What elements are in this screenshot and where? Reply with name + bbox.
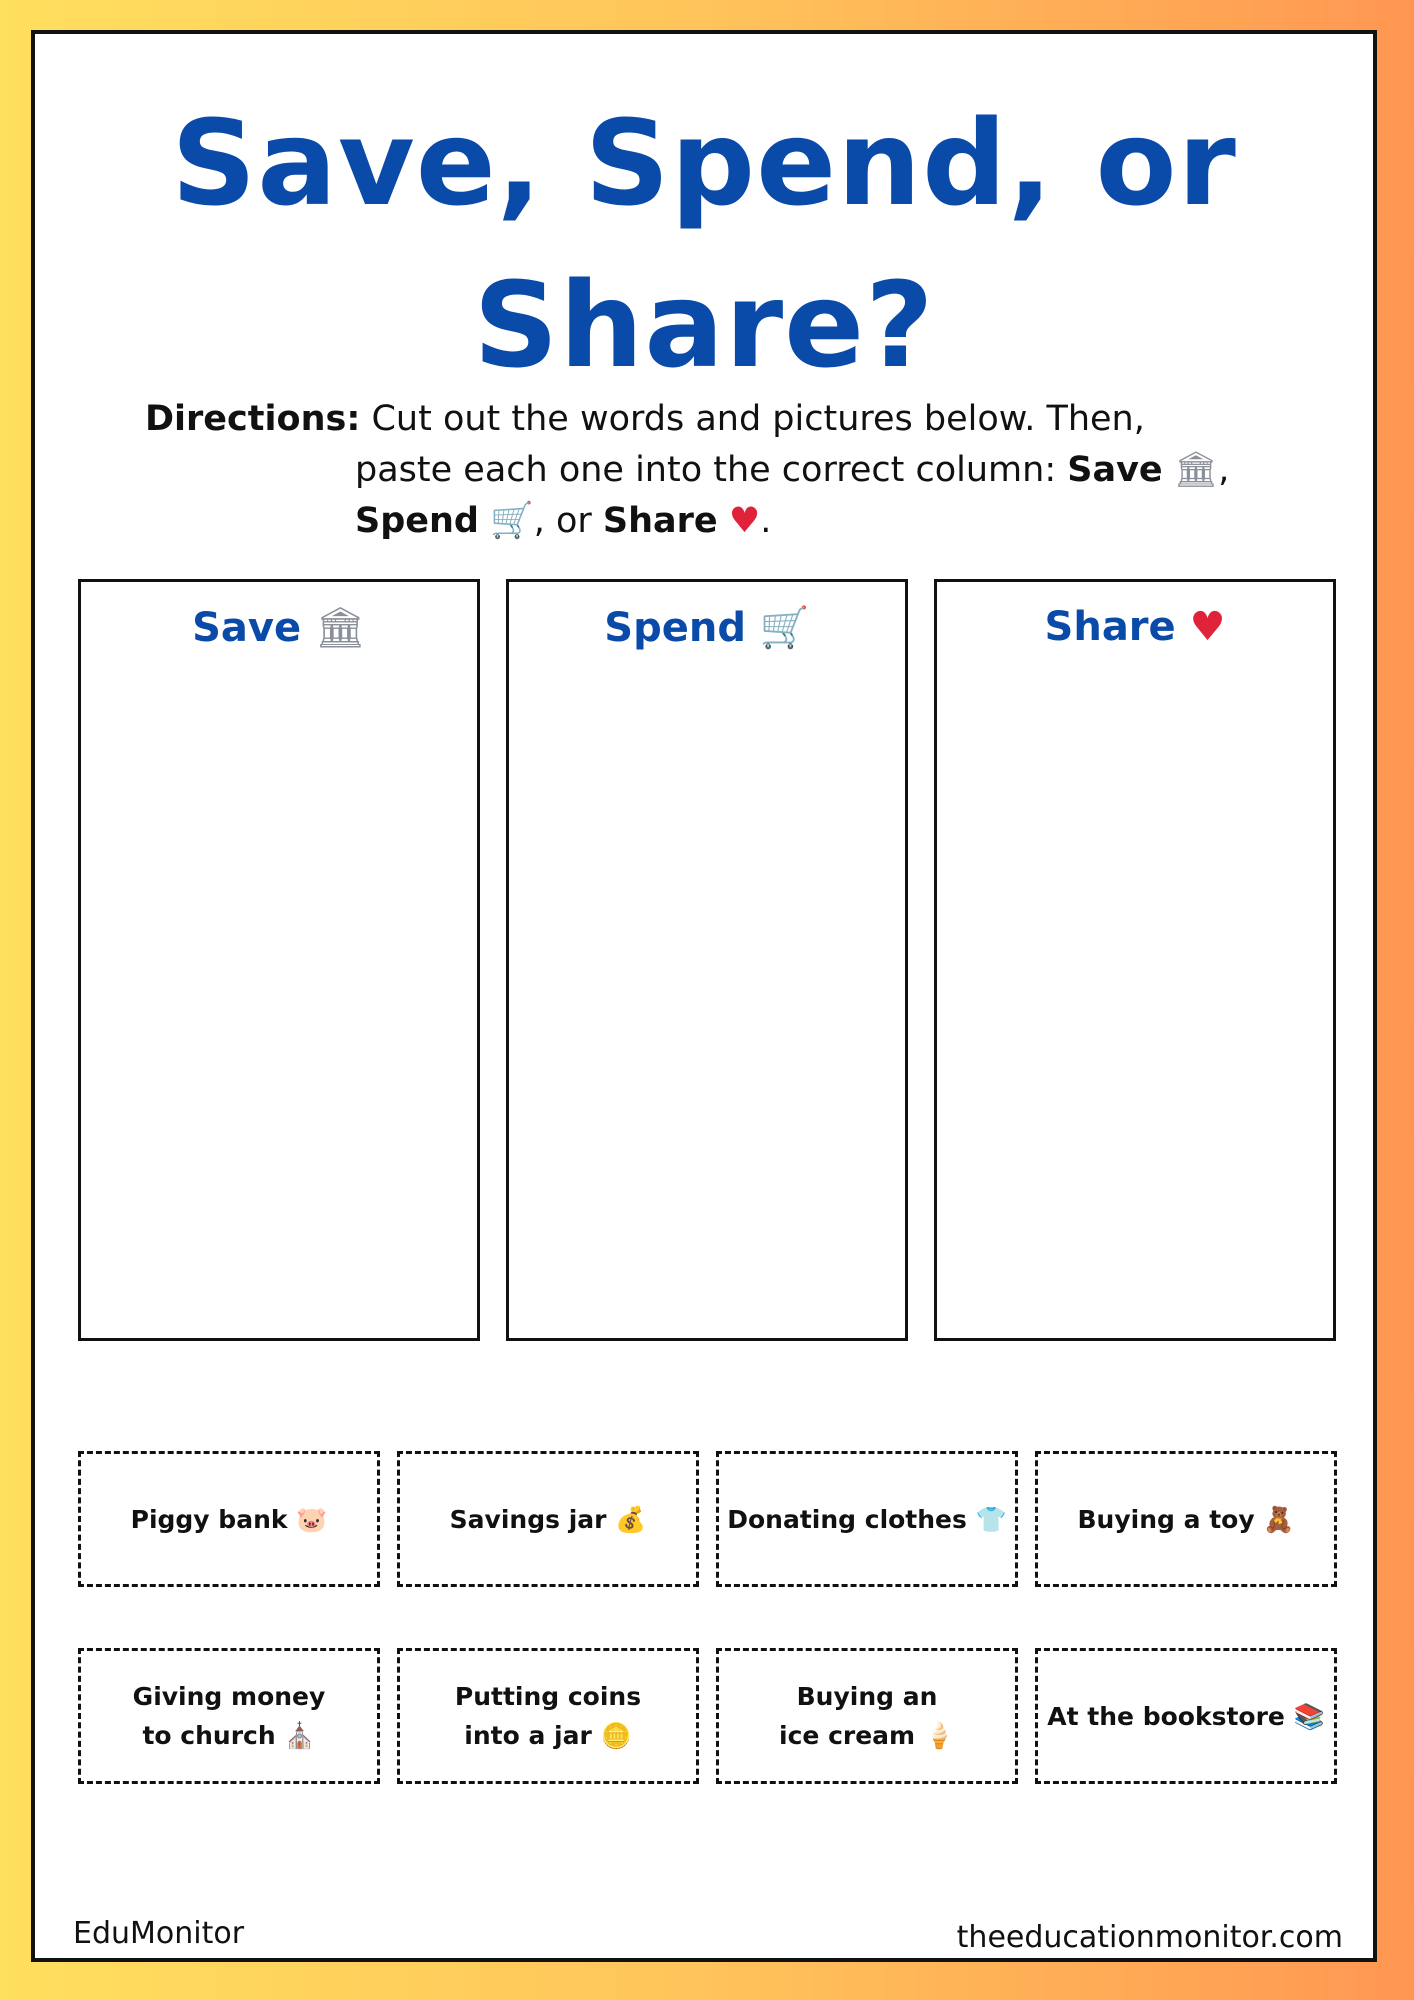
card-text: into a jar <box>464 1721 592 1750</box>
card-text: Savings jar <box>449 1504 607 1534</box>
footer-url[interactable]: theeducationmonitor.com <box>956 1920 1343 1955</box>
directions-line2: paste each one into the correct column: <box>355 450 1057 490</box>
page-title-line2: Share? <box>473 256 935 394</box>
card-buying-a-toy[interactable] <box>1035 1451 1337 1587</box>
card-savings-jar[interactable] <box>397 1451 699 1587</box>
footer-brand: EduMonitor <box>73 1916 245 1951</box>
heart-icon: ♥ <box>728 501 761 541</box>
pig-icon: 🐷 <box>296 1504 328 1534</box>
card-donating-clothes[interactable] <box>716 1451 1018 1587</box>
directions-or: , or <box>533 501 592 541</box>
directions-spend: Spend <box>355 501 479 541</box>
directions-line1: Cut out the words and pictures below. Then, <box>371 399 1145 439</box>
worksheet-page <box>31 30 1377 1962</box>
card-text: Piggy bank <box>130 1504 288 1534</box>
money-bag-icon: 💰 <box>615 1504 647 1534</box>
column-share[interactable] <box>934 579 1336 1341</box>
card-giving-money-to-church[interactable] <box>78 1648 380 1784</box>
card-putting-coins-into-a-jar[interactable] <box>397 1648 699 1784</box>
directions-label: Directions: <box>145 399 361 439</box>
card-text: Buying a toy <box>1077 1504 1255 1534</box>
column-save-label: Save <box>192 605 302 651</box>
bank-icon: 🏛 <box>315 605 366 651</box>
bank-icon: 🏛 <box>1173 450 1219 490</box>
card-text: Donating clothes <box>727 1504 967 1534</box>
card-text: At the bookstore <box>1047 1701 1285 1731</box>
card-buying-an-ice-cream[interactable] <box>716 1648 1018 1784</box>
directions-save: Save <box>1067 450 1163 490</box>
directions <box>145 394 1229 547</box>
church-icon: ⛪ <box>284 1721 316 1750</box>
card-text: Buying an <box>796 1682 938 1711</box>
coin-icon: 🪙 <box>600 1721 632 1750</box>
column-spend-label: Spend <box>604 605 746 651</box>
card-piggy-bank[interactable] <box>78 1451 380 1587</box>
books-icon: 📚 <box>1293 1701 1325 1731</box>
shirt-icon: 👕 <box>975 1504 1007 1534</box>
cart-icon: 🛒 <box>490 501 534 541</box>
card-text: ice cream <box>779 1721 916 1750</box>
card-text: Putting coins <box>454 1682 642 1711</box>
directions-share: Share <box>602 501 718 541</box>
card-text: Giving money <box>132 1682 326 1711</box>
page-title-line1: Save, Spend, or <box>171 94 1237 232</box>
directions-period: . <box>760 501 772 541</box>
directions-comma: , <box>1218 450 1230 490</box>
cart-icon: 🛒 <box>759 605 810 651</box>
column-share-label: Share <box>1044 604 1176 650</box>
ice-cream-icon: 🍦 <box>923 1721 955 1750</box>
card-text: to church <box>142 1721 276 1750</box>
column-spend[interactable] <box>506 579 908 1341</box>
column-save[interactable] <box>78 579 480 1341</box>
heart-icon: ♥ <box>1189 604 1226 650</box>
teddy-bear-icon: 🧸 <box>1263 1504 1295 1534</box>
card-at-the-bookstore[interactable] <box>1035 1648 1337 1784</box>
